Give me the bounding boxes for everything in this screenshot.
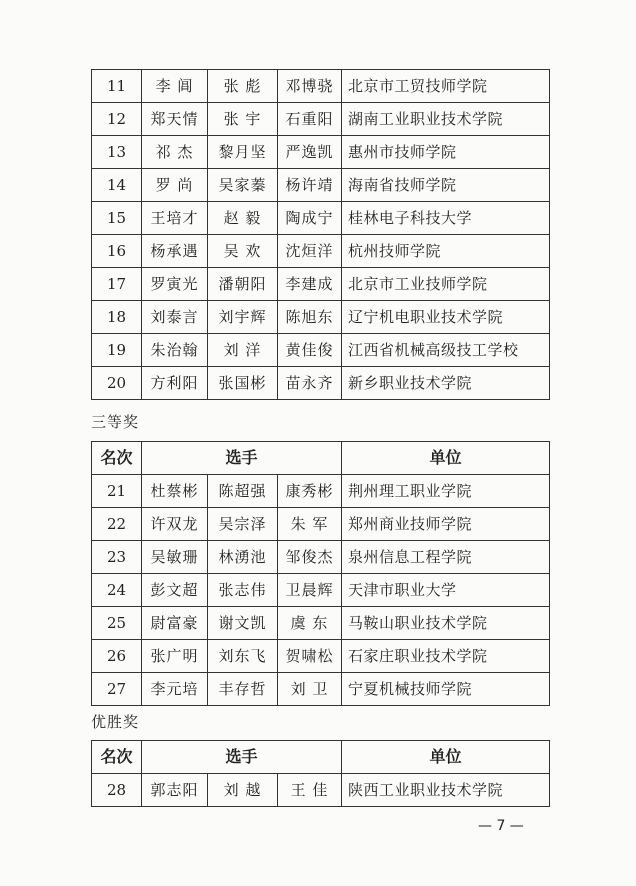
player-name-1: 杨承遇 [142, 235, 208, 268]
player-name-3: 陶成宁 [278, 202, 342, 235]
table-row [92, 607, 550, 640]
table-row [92, 541, 550, 574]
player-name-2: 刘 越 [208, 774, 278, 807]
table-row [92, 640, 550, 673]
table-header-row [92, 741, 550, 774]
rank-cell: 24 [92, 574, 142, 607]
rank-cell: 17 [92, 268, 142, 301]
table-header-row [92, 442, 550, 475]
second-prize-table [91, 69, 550, 400]
page-number: — 7 — [478, 818, 524, 834]
third-prize-table [91, 441, 550, 706]
table-row [92, 103, 550, 136]
player-name-3: 陈旭东 [278, 301, 342, 334]
player-name-1: 祁 杰 [142, 136, 208, 169]
unit-cell: 海南省技师学院 [342, 169, 550, 202]
unit-cell: 江西省机械高级技工学校 [342, 334, 550, 367]
third-prize-table-body [92, 475, 550, 706]
unit-cell: 马鞍山职业技术学院 [342, 607, 550, 640]
table-row [92, 774, 550, 807]
unit-cell: 北京市工业技师学院 [342, 268, 550, 301]
header-unit: 单位 [342, 741, 550, 774]
table-row [92, 334, 550, 367]
player-name-3: 虞 东 [278, 607, 342, 640]
rank-cell: 26 [92, 640, 142, 673]
player-name-2: 吴家蓁 [208, 169, 278, 202]
rank-cell: 13 [92, 136, 142, 169]
player-name-2: 陈超强 [208, 475, 278, 508]
rank-cell: 15 [92, 202, 142, 235]
rank-cell: 22 [92, 508, 142, 541]
rank-cell: 25 [92, 607, 142, 640]
player-name-1: 彭文超 [142, 574, 208, 607]
rank-cell: 19 [92, 334, 142, 367]
header-rank: 名次 [92, 741, 142, 774]
unit-cell: 陕西工业职业技术学院 [342, 774, 550, 807]
merit-prize-table [91, 740, 550, 807]
table-row [92, 508, 550, 541]
player-name-3: 黄佳俊 [278, 334, 342, 367]
player-name-3: 朱 军 [278, 508, 342, 541]
rank-cell: 27 [92, 673, 142, 706]
player-name-3: 沈烜洋 [278, 235, 342, 268]
unit-cell: 荆州理工职业学院 [342, 475, 550, 508]
header-players: 选手 [142, 741, 342, 774]
player-name-2: 张 彪 [208, 70, 278, 103]
player-name-3: 邓博骁 [278, 70, 342, 103]
table-row [92, 268, 550, 301]
player-name-3: 康秀彬 [278, 475, 342, 508]
player-name-3: 贺啸松 [278, 640, 342, 673]
player-name-3: 严逸凯 [278, 136, 342, 169]
header-players: 选手 [142, 442, 342, 475]
unit-cell: 泉州信息工程学院 [342, 541, 550, 574]
table-row [92, 301, 550, 334]
table-row [92, 673, 550, 706]
table-row [92, 136, 550, 169]
player-name-1: 许双龙 [142, 508, 208, 541]
unit-cell: 石家庄职业技术学院 [342, 640, 550, 673]
player-name-1: 罗寅光 [142, 268, 208, 301]
player-name-2: 张志伟 [208, 574, 278, 607]
unit-cell: 北京市工贸技师学院 [342, 70, 550, 103]
unit-cell: 宁夏机械技师学院 [342, 673, 550, 706]
table-row [92, 574, 550, 607]
unit-cell: 惠州市技师学院 [342, 136, 550, 169]
player-name-3: 刘 卫 [278, 673, 342, 706]
player-name-3: 王 佳 [278, 774, 342, 807]
rank-cell: 23 [92, 541, 142, 574]
rank-cell: 20 [92, 367, 142, 400]
unit-cell: 天津市职业大学 [342, 574, 550, 607]
player-name-3: 邹俊杰 [278, 541, 342, 574]
rank-cell: 28 [92, 774, 142, 807]
player-name-1: 张广明 [142, 640, 208, 673]
player-name-1: 杜蔡彬 [142, 475, 208, 508]
merit-prize-table-body [92, 774, 550, 807]
table-row [92, 475, 550, 508]
header-unit: 单位 [342, 442, 550, 475]
unit-cell: 新乡职业技术学院 [342, 367, 550, 400]
header-rank: 名次 [92, 442, 142, 475]
table-row [92, 169, 550, 202]
player-name-2: 刘宇辉 [208, 301, 278, 334]
unit-cell: 郑州商业技师学院 [342, 508, 550, 541]
player-name-2: 刘东飞 [208, 640, 278, 673]
player-name-1: 郑天情 [142, 103, 208, 136]
player-name-1: 王培才 [142, 202, 208, 235]
unit-cell: 辽宁机电职业技术学院 [342, 301, 550, 334]
player-name-2: 谢文凯 [208, 607, 278, 640]
player-name-2: 黎月坚 [208, 136, 278, 169]
player-name-1: 李 阊 [142, 70, 208, 103]
rank-cell: 21 [92, 475, 142, 508]
rank-cell: 12 [92, 103, 142, 136]
rank-cell: 16 [92, 235, 142, 268]
player-name-2: 潘朝阳 [208, 268, 278, 301]
player-name-1: 方利阳 [142, 367, 208, 400]
player-name-3: 卫晨辉 [278, 574, 342, 607]
player-name-3: 杨许靖 [278, 169, 342, 202]
player-name-3: 苗永齐 [278, 367, 342, 400]
player-name-1: 吴敏珊 [142, 541, 208, 574]
rank-cell: 18 [92, 301, 142, 334]
third-prize-title: 三等奖 [91, 413, 140, 431]
table-row [92, 202, 550, 235]
table-row [92, 70, 550, 103]
player-name-1: 刘泰言 [142, 301, 208, 334]
player-name-2: 丰存哲 [208, 673, 278, 706]
player-name-3: 李建成 [278, 268, 342, 301]
player-name-2: 林湧池 [208, 541, 278, 574]
player-name-1: 罗 尚 [142, 169, 208, 202]
merit-prize-title: 优胜奖 [91, 713, 140, 731]
player-name-3: 石重阳 [278, 103, 342, 136]
player-name-2: 赵 毅 [208, 202, 278, 235]
unit-cell: 湖南工业职业技术学院 [342, 103, 550, 136]
player-name-2: 张国彬 [208, 367, 278, 400]
table-row [92, 235, 550, 268]
player-name-2: 张 宇 [208, 103, 278, 136]
rank-cell: 14 [92, 169, 142, 202]
player-name-1: 朱治翰 [142, 334, 208, 367]
unit-cell: 杭州技师学院 [342, 235, 550, 268]
player-name-2: 刘 洋 [208, 334, 278, 367]
table-row [92, 367, 550, 400]
player-name-2: 吴 欢 [208, 235, 278, 268]
second-prize-table-body [92, 70, 550, 400]
player-name-2: 吴宗泽 [208, 508, 278, 541]
unit-cell: 桂林电子科技大学 [342, 202, 550, 235]
rank-cell: 11 [92, 70, 142, 103]
player-name-1: 郭志阳 [142, 774, 208, 807]
player-name-1: 尉富豪 [142, 607, 208, 640]
player-name-1: 李元培 [142, 673, 208, 706]
